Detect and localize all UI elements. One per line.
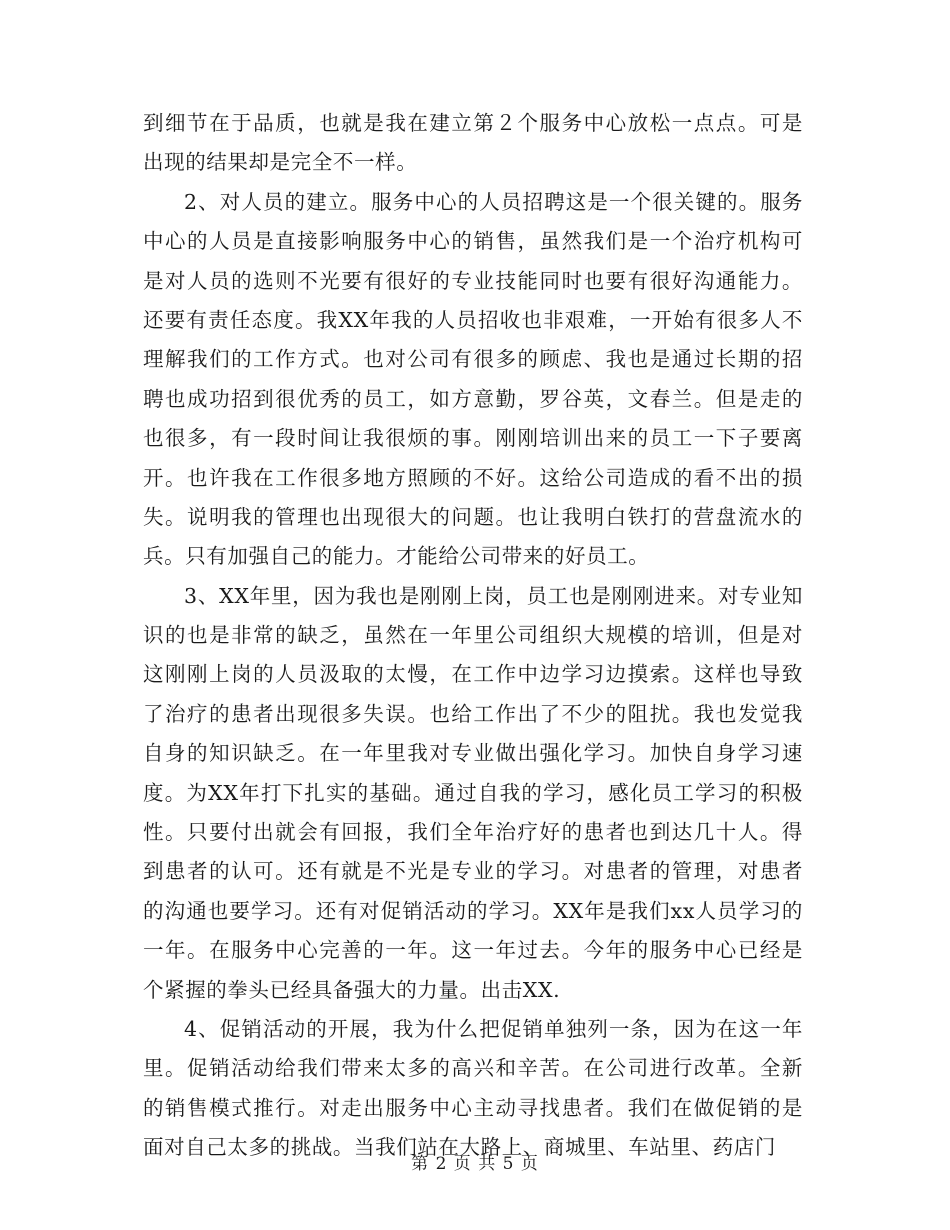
text-line: 开。也许我在工作很多地方照顾的不好。这给公司造成的看不出的损 [143,465,803,490]
text-line: 3、XX年里，因为我也是刚刚上岗，员工也是刚刚进来。对专业知 [184,583,803,608]
text-line: 出现的结果却是完全不一样。 [143,150,418,175]
text-line: 里。促销活动给我们带来太多的高兴和辛苦。在公司进行改革。全新 [143,1056,803,1081]
document-body [143,104,803,1168]
text-line: 一年。在服务中心完善的一年。这一年过去。今年的服务中心已经是 [143,938,803,963]
text-line: 兵。只有加强自己的能力。才能给公司带来的好员工。 [143,544,650,569]
text-line: 个紧握的拳头已经具备强大的力量。出击XX. [143,977,561,1002]
text-line: 度。为XX年打下扎实的基础。通过自我的学习，感化员工学习的积极 [143,780,803,805]
text-line: 识的也是非常的缺乏，虽然在一年里公司组织大规模的培训，但是对 [143,623,803,648]
paragraph [143,1010,803,1168]
text-line: 4、促销活动的开展，我为什么把促销单独列一条，因为在这一年 [184,1016,803,1041]
paragraph [143,577,803,1010]
text-line: 2、对人员的建立。服务中心的人员招聘这是一个很关键的。服务 [184,189,803,214]
paragraph [143,183,803,577]
text-line: 失。说明我的管理也出现很大的问题。也让我明白铁打的营盘流水的 [143,504,803,529]
text-line: 面对自己太多的挑战。当我们站在大路上、商城里、车站里、药店门 [143,1135,776,1160]
text-line: 也很多，有一段时间让我很烦的事。刚刚培训出来的员工一下子要离 [143,426,803,451]
text-line: 理解我们的工作方式。也对公司有很多的顾虑、我也是通过长期的招 [143,347,803,372]
text-line: 自身的知识缺乏。在一年里我对专业做出强化学习。加快自身学习速 [143,741,803,766]
text-line: 中心的人员是直接影响服务中心的销售，虽然我们是一个治疗机构可 [143,229,803,254]
text-line: 到细节在于品质，也就是我在建立第２个服务中心放松一点点。可是 [143,111,803,135]
text-line: 了治疗的患者出现很多失误。也给工作出了不少的阻扰。我也发觉我 [143,701,803,726]
paragraph [143,104,803,183]
text-line: 到患者的认可。还有就是不光是专业的学习。对患者的管理，对患者 [143,859,803,884]
text-line: 还要有责任态度。我XX年我的人员招收也非艰难，一开始有很多人不 [143,307,803,332]
text-line: 聘也成功招到很优秀的员工，如方意勤，罗谷英，文春兰。但是走的 [143,386,803,411]
page-number-footer: 第 2 页 共 5 页 [411,1154,539,1174]
text-line: 是对人员的选则不光要有很好的专业技能同时也要有很好沟通能力。 [143,268,803,293]
text-line: 这刚刚上岗的人员汲取的太慢，在工作中边学习边摸索。这样也导致 [143,662,803,687]
text-line: 的沟通也要学习。还有对促销活动的学习。XX年是我们xx人员学习的 [143,898,803,923]
text-line: 性。只要付出就会有回报，我们全年治疗好的患者也到达几十人。得 [143,820,803,845]
text-line: 的销售模式推行。对走出服务中心主动寻找患者。我们在做促销的是 [143,1095,803,1120]
